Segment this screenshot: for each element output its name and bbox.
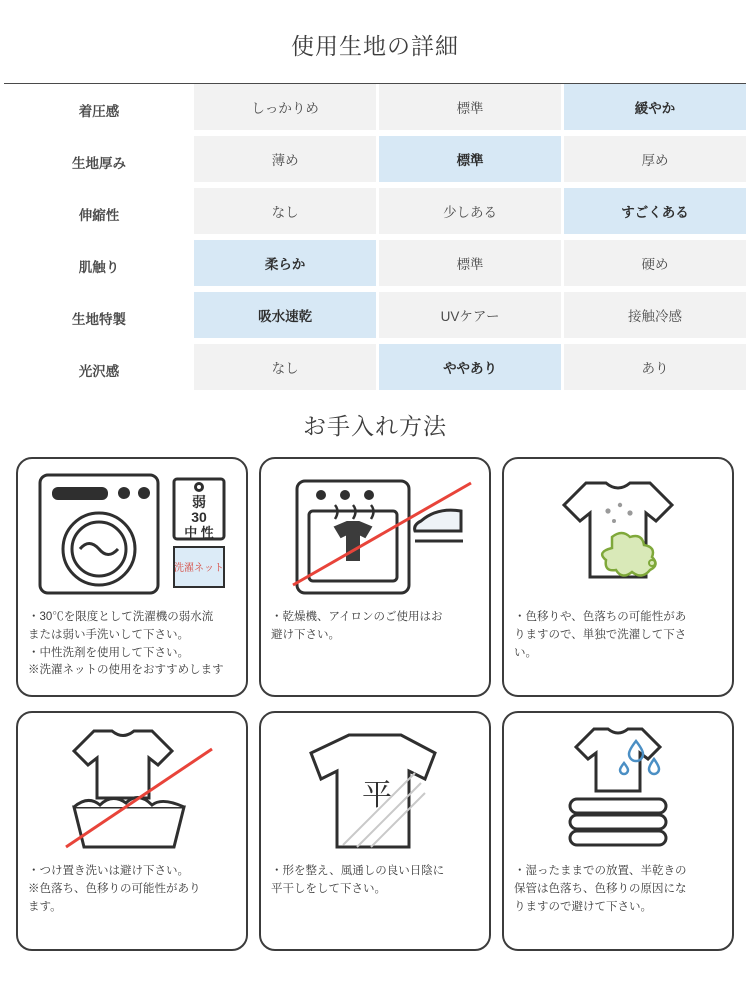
table-row [4, 344, 746, 396]
spec-option-cell[interactable]: 標準 [379, 84, 564, 136]
table-row [4, 188, 746, 240]
care-line: ・乾燥機、アイロンのご使用はお [271, 611, 443, 623]
spec-option-cell[interactable]: なし [194, 188, 379, 240]
svg-text:弱: 弱 [192, 494, 206, 510]
care-card-text [261, 609, 489, 645]
care-card-text [261, 863, 489, 899]
care-line: りますので、単独で洗濯して下さ [514, 628, 687, 641]
spec-option-cell[interactable]: UVケアー [379, 292, 564, 344]
care-line: い。 [514, 646, 537, 659]
spec-option-cell-active[interactable]: 柔らか [194, 240, 379, 292]
spec-option-cell[interactable]: なし [194, 344, 379, 396]
care-line: 避け下さい。 [271, 628, 340, 641]
washing-machine-icon [18, 459, 246, 609]
care-card-no-soaking [16, 711, 248, 951]
spec-option-cell[interactable]: しっかりめ [194, 84, 379, 136]
care-card-washing [16, 457, 248, 697]
spec-option-cell[interactable]: 厚め [564, 136, 746, 188]
care-line: ・中性洗剤を使用して下さい。 [28, 646, 189, 659]
care-line: ※色落ち、色移りの可能性があり [28, 882, 201, 895]
care-instruction-grid [0, 457, 750, 951]
svg-text:30: 30 [191, 509, 207, 525]
table-row [4, 292, 746, 344]
spec-row-label: 肌触り [4, 240, 194, 292]
spec-option-cell[interactable]: 接触冷感 [564, 292, 746, 344]
fabric-section-title: 使用生地の詳細 [291, 33, 459, 59]
fabric-spec-table [4, 83, 746, 396]
care-line: ・形を整え、風通しの良い日陰に [271, 865, 445, 877]
care-line: 保管は色落ち、色移りの原因にな [514, 882, 687, 895]
spec-option-cell-active[interactable]: 緩やか [564, 84, 746, 136]
svg-text:洗濯ネット: 洗濯ネット [174, 563, 224, 574]
care-line: ・30℃を限度として洗濯機の弱水流 [28, 611, 214, 623]
no-dryer-no-iron-icon [261, 459, 489, 609]
flat-dry-shade-icon [261, 713, 489, 863]
care-card-color-transfer [502, 457, 734, 697]
care-card-text [18, 863, 246, 916]
spec-row-label: 着圧感 [4, 84, 194, 136]
table-row [4, 240, 746, 292]
care-line: ・湿ったままでの放置、半乾きの [514, 865, 687, 877]
care-card-text [504, 609, 732, 662]
spec-option-cell-active[interactable]: 標準 [379, 136, 564, 188]
care-card-text [504, 863, 732, 916]
spec-option-cell[interactable]: 標準 [379, 240, 564, 292]
care-line: または弱い手洗いして下さい。 [28, 628, 189, 641]
care-card-no-damp-storage [502, 711, 734, 951]
care-card-no-dryer-iron [259, 457, 491, 697]
no-soaking-icon [18, 713, 246, 863]
spec-option-cell-active[interactable]: ややあり [379, 344, 564, 396]
care-line: りますので避けて下さい。 [514, 900, 652, 913]
care-line: ます。 [28, 900, 62, 913]
spec-row-label: 光沢感 [4, 344, 194, 396]
care-card-text [18, 609, 246, 680]
care-line: ※洗濯ネットの使用をおすすめします [28, 664, 224, 677]
care-card-flat-dry [259, 711, 491, 951]
spec-option-cell[interactable]: あり [564, 344, 746, 396]
spec-option-cell-active[interactable]: 吸水速乾 [194, 292, 379, 344]
spec-option-cell-active[interactable]: すごくある [564, 188, 746, 240]
spec-row-label: 伸縮性 [4, 188, 194, 240]
spec-option-cell[interactable]: 少しある [379, 188, 564, 240]
color-transfer-icon [504, 459, 732, 609]
flat-dry-symbol: 平 [362, 779, 392, 812]
care-section-title: お手入れ方法 [303, 413, 447, 439]
spec-option-cell[interactable]: 薄め [194, 136, 379, 188]
svg-text:中 性: 中 性 [184, 525, 214, 540]
table-row [4, 136, 746, 188]
care-line: ・つけ置き洗いは避け下さい。 [28, 865, 189, 877]
table-row [4, 84, 746, 136]
spec-option-cell[interactable]: 硬め [564, 240, 746, 292]
spec-row-label: 生地特製 [4, 292, 194, 344]
spec-row-label: 生地厚み [4, 136, 194, 188]
care-line: 平干しをして下さい。 [271, 882, 386, 895]
no-damp-storage-icon [504, 713, 732, 863]
care-line: ・色移りや、色落ちの可能性があ [514, 611, 687, 623]
